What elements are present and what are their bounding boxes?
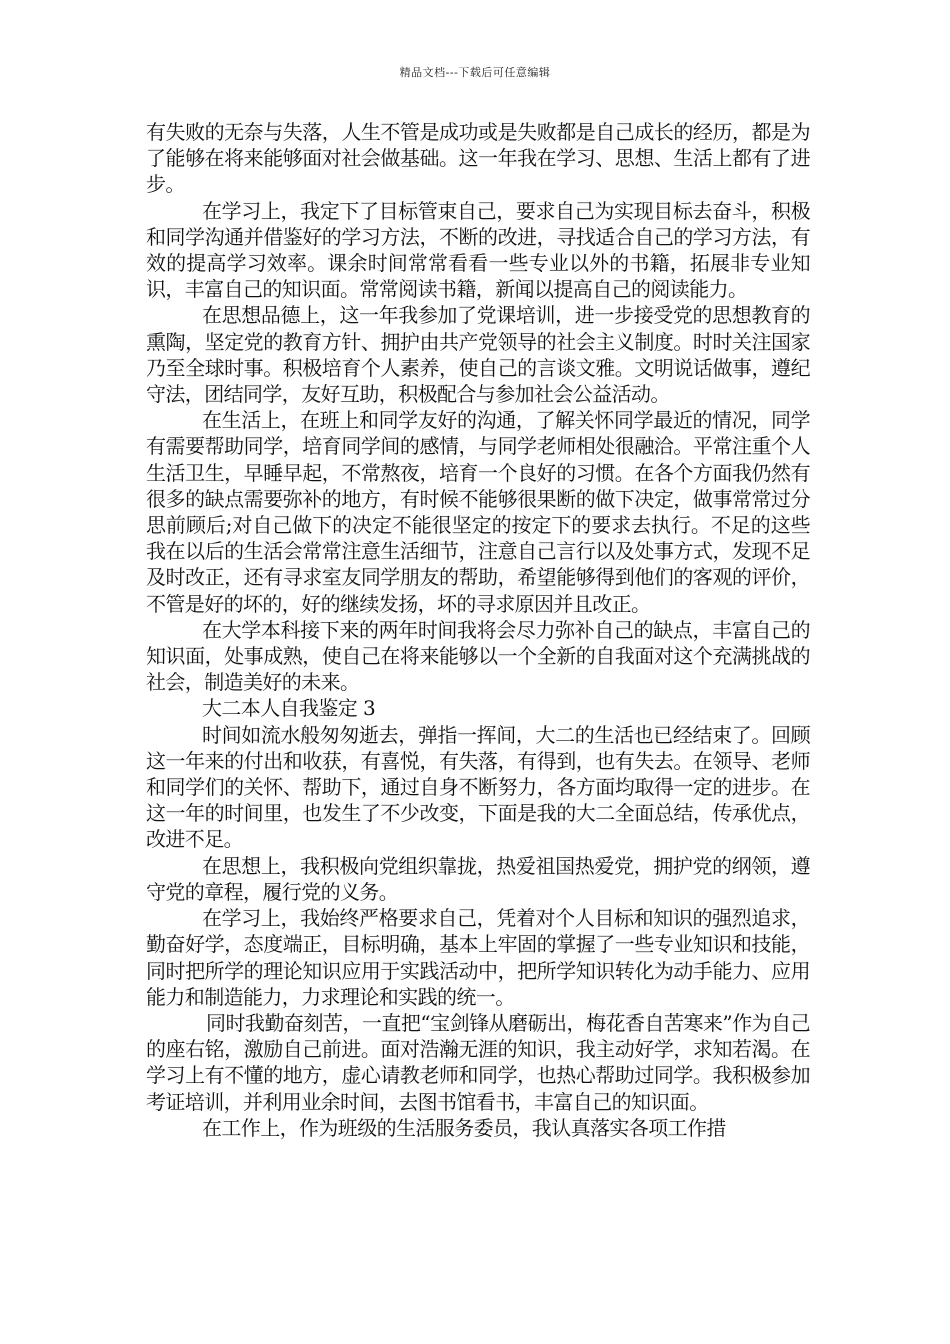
paragraph-learning: 在学习上，我始终严格要求自己，凭着对个人目标和知识的强烈追求，勤奋好学，态度端正，目标明确，基本上牢固的掌握了一些专业知识和技能，同时把所学的理论知识应用于实践活动中，把所学知识转化为动手能力、应用能力和制造能力，力求理论和实践的统一。 [146,906,810,1009]
paragraph-continuation: 有失败的无奈与失落，人生不管是成功或是失败都是自己成长的经历，都是为了能够在将来能够面对社会做基础。这一年我在学习、思想、生活上都有了进步。 [146,120,810,197]
paragraph-life: 在生活上，在班上和同学友好的沟通，了解关怀同学最近的情况，同学有需要帮助同学，培育同学间的感情，与同学老师相处很融洽。平常注重个人生活卫生，早睡早起，不常熬夜，培育一个良好的习惯。在各个方面我仍然有很多的缺点需要弥补的地方，有时候不能够很果断的做下决定，做事常常过分思前顾后;对自己做下的决定不能很坚定的按定下的要求去执行。不足的这些我在以后的生活会常常注意生活细节，注意自己言行以及处事方式，发现不足及时改正，还有寻求室友同学朋友的帮助，希望能够得到他们的客观的评价，不管是好的坏的，好的继续发扬，坏的寻求原因并且改正。 [146,408,810,616]
paragraph-thought: 在思想上，我积极向党组织靠拢，热爱祖国热爱党，拥护党的纲领，遵守党的章程，履行党的义务。 [146,853,810,904]
paragraph-intro: 时间如流水般匆匆逝去，弹指一挥间，大二的生活也已经结束了。回顾这一年来的付出和收获，有喜悦，有失落，有得到，也有失去。在领导、老师和同学们的关怀、帮助下，通过自身不断努力，各方面均取得一定的进步。在这一年的时间里，也发生了不少改变，下面是我的大二全面总结，传承优点，改进不足。 [146,722,810,852]
paragraph-study: 在学习上，我定下了目标管束自己，要求自己为实现目标去奋斗，积极和同学沟通并借鉴好的学习方法，不断的改进，寻找适合自己的学习方法，有效的提高学习效率。课余时间常常看看一些专业以外的书籍，拓展非专业知识，丰富自己的知识面。常常阅读书籍，新闻以提高自己的阅读能力。 [146,198,810,302]
paragraph-diligence: 同时我勤奋刻苦，一直把“宝剑锋从磨砺出，梅花香自苦寒来”作为自己的座右铭，激励自己前进。面对浩瀚无涯的知识，我主动好学，求知若渴。在学习上有不懂的地方，虚心请教老师和同学，也热心帮助过同学。我积极参加考证培训，并利用业余时间，去图书馆看书，丰富自己的知识面。 [146,1010,810,1114]
paragraph-work: 在工作上，作为班级的生活服务委员，我认真落实各项工作措 [202,1115,726,1140]
page-header: 精品文档---下载后可任意编辑 [399,66,551,79]
paragraph-future: 在大学本科接下来的两年时间我将会尽力弥补自己的缺点，丰富自己的知识面，处事成熟，使自己在将来能够以一个全新的自我面对这个充满挑战的社会，制造美好的未来。 [146,617,810,695]
section-heading: 大二本人自我鉴定 3 [202,696,376,721]
document-body [146,119,810,1141]
paragraph-ideology: 在思想品德上，这一年我参加了党课培训，进一步接受党的思想教育的熏陶，坚定党的教育方针、拥护由共产党领导的社会主义制度。时时关注国家乃至全球时事。积极培育个人素养，使自己的言谈文雅。文明说话做事，遵纪守法，团结同学，友好互助，积极配合与参加社会公益活动。 [146,303,810,407]
